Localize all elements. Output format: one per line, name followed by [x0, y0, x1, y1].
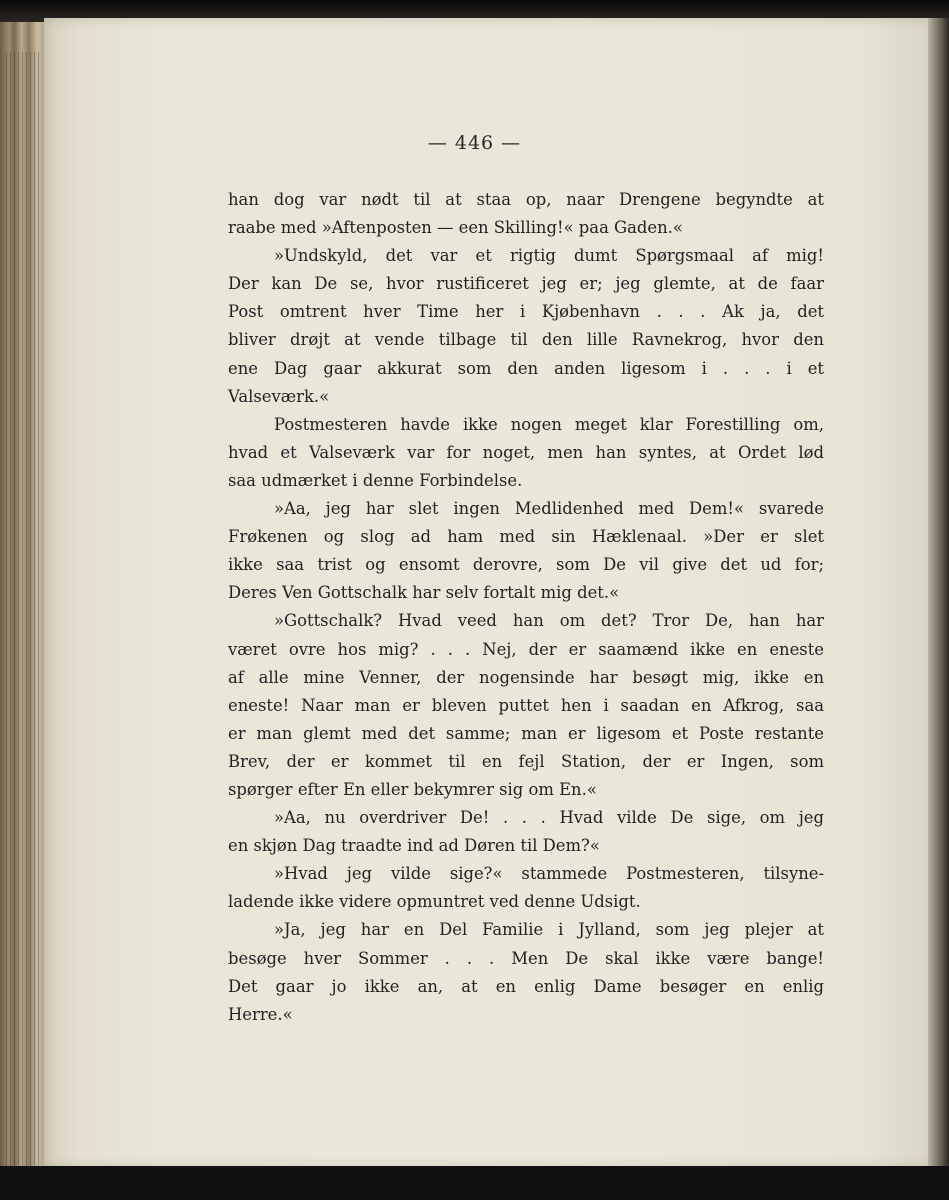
- text-line: spørger efter En eller bekymrer sig om En.«: [228, 779, 597, 799]
- text-line: Frøkenen og slog ad ham med sin Hæklenaal. »Der er slet: [228, 527, 824, 547]
- text-line: han dog var nødt til at staa op, naar Drengene begyndte at: [228, 190, 824, 209]
- text-line: ladende ikke videre opmuntret ved denne Udsigt.: [228, 892, 641, 912]
- text-line: været ovre hos mig? . . . Nej, der er saamænd ikke en eneste: [228, 639, 824, 659]
- text-line: Postmesteren havde ikke nogen meget klar Forestilling om,: [274, 414, 824, 434]
- text-line: »Aa, jeg har slet ingen Medlidenhed med Dem!« svarede: [274, 499, 824, 519]
- bottom-shadow: [0, 1166, 949, 1200]
- text-line: raabe med »Aftenposten — een Skilling!« paa Gaden.«: [228, 218, 683, 238]
- book-spine: [0, 22, 48, 1172]
- text-line: »Gottschalk? Hvad veed han om det? Tror De, han har: [274, 611, 824, 631]
- text-line: ikke saa trist og ensomt derovre, som De vil give det ud for;: [228, 555, 824, 575]
- text-line: Brev, der er kommet til en fejl Station, der er Ingen, som: [228, 751, 824, 771]
- text-line: en skjøn Dag traadte ind ad Døren til Dem?«: [228, 836, 600, 856]
- text-line: Det gaar jo ikke an, at en enlig Dame besøger en enlig: [228, 976, 824, 996]
- text-line: Post omtrent hver Time her i Kjøbenhavn . . . Ak ja, det: [228, 302, 824, 322]
- text-line: af alle mine Venner, der nogensinde har besøgt mig, ikke en: [228, 667, 824, 687]
- text-line: er man glemt med det samme; man er ligesom et Poste restante: [228, 723, 824, 743]
- text-line: Der kan De se, hvor rustificeret jeg er; jeg glemte, at de faar: [228, 274, 824, 294]
- text-line: »Aa, nu overdriver De! . . . Hvad vilde De sige, om jeg: [274, 808, 824, 828]
- page-number: — 446 —: [427, 132, 522, 154]
- text-line: ene Dag gaar akkurat som den anden ligesom i . . . i et: [228, 358, 824, 378]
- spine-page-edges: [6, 52, 42, 1182]
- text-line: Herre.«: [228, 1004, 293, 1024]
- text-line: bliver drøjt at vende tilbage til den lille Ravnekrog, hvor den: [228, 330, 824, 350]
- text-line: Valseværk.«: [228, 386, 330, 406]
- text-line: eneste! Naar man er bleven puttet hen i saadan en Afkrog, saa: [228, 695, 824, 715]
- text-line: »Ja, jeg har en Del Familie i Jylland, som jeg plejer at: [274, 920, 824, 940]
- text-line: besøge hver Sommer . . . Men De skal ikke være bange!: [228, 948, 824, 968]
- text-line: »Undskyld, det var et rigtig dumt Spørgsmaal af mig!: [274, 246, 824, 266]
- page-right-edge: [928, 18, 949, 1168]
- text-line: hvad et Valseværk var for noget, men han syntes, at Ordet lød: [228, 442, 824, 462]
- text-line: saa udmærket i denne Forbindelse.: [228, 470, 523, 490]
- text-line: »Hvad jeg vilde sige?« stammede Postmesteren, tilsyne-: [274, 864, 824, 884]
- text-line: Deres Ven Gottschalk har selv fortalt mig det.«: [228, 583, 620, 603]
- body-text: [228, 186, 824, 1029]
